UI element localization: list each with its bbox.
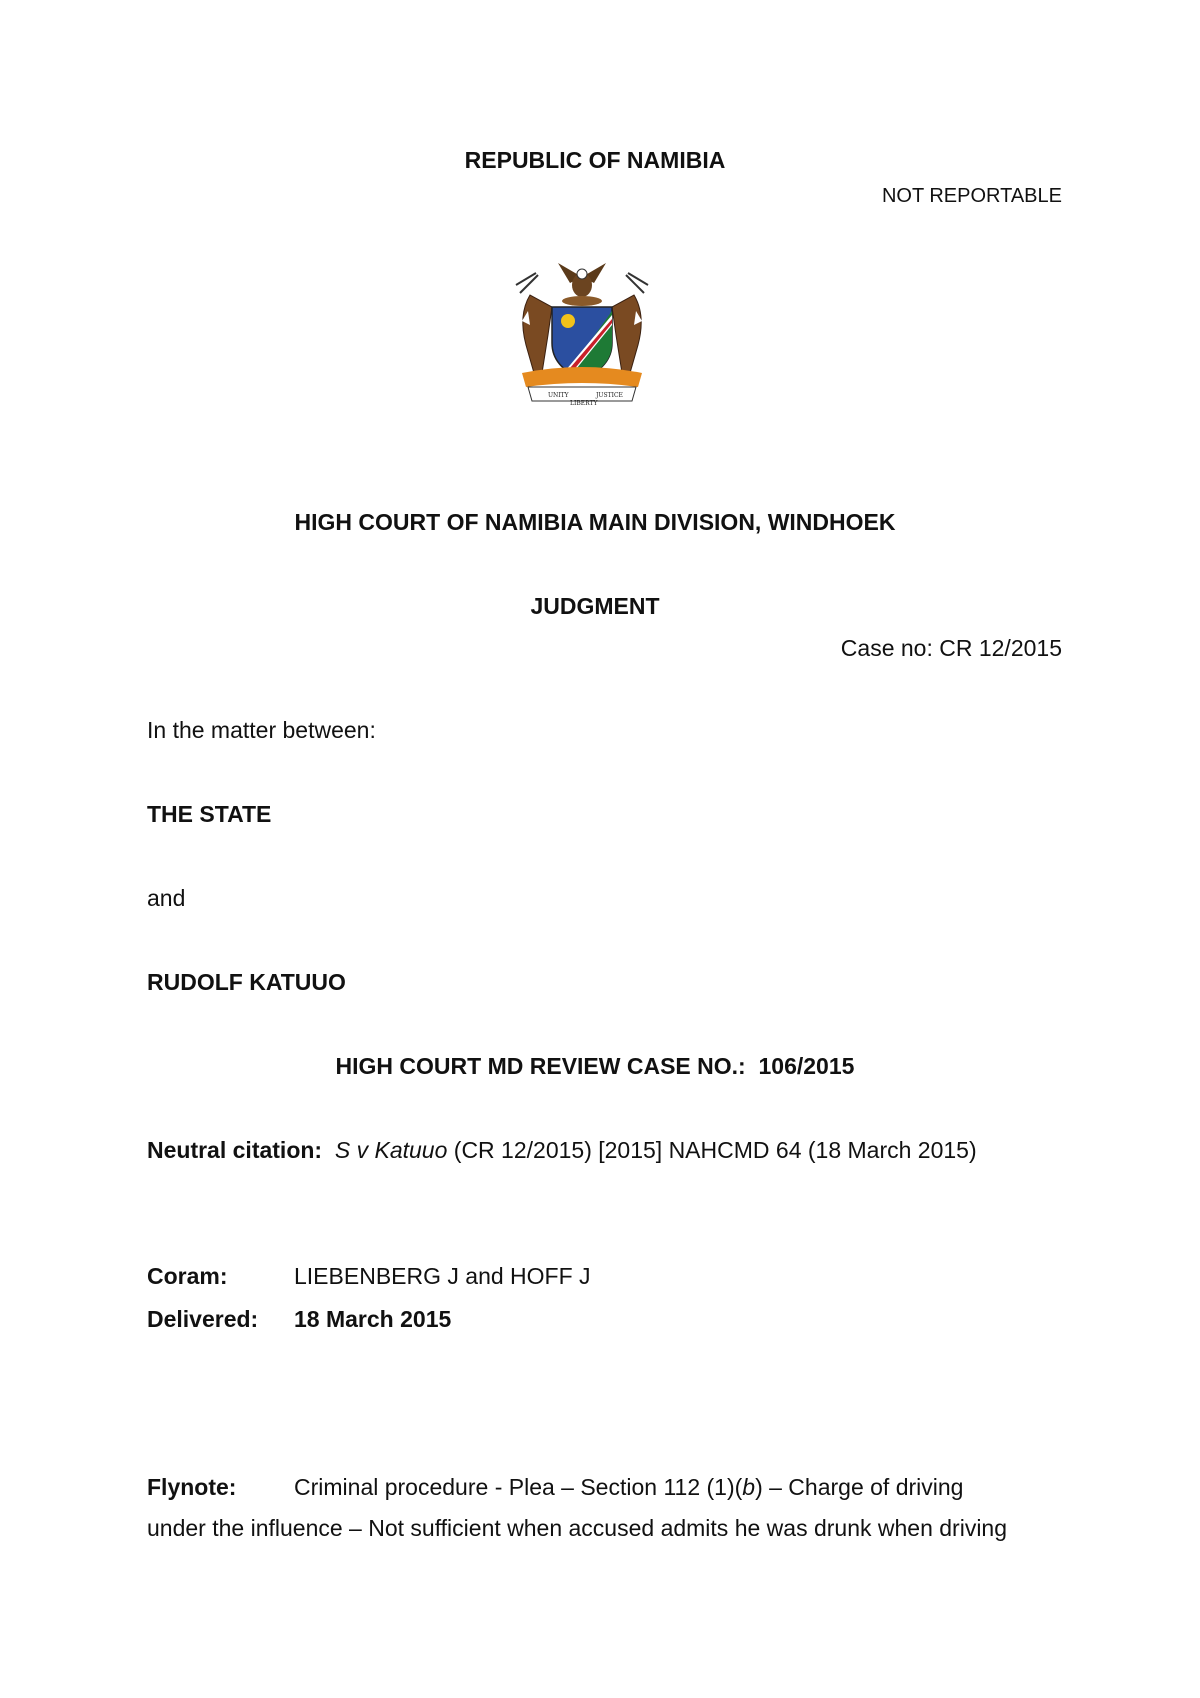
case-number: Case no: CR 12/2015: [840, 635, 1062, 661]
review-label: HIGH COURT MD REVIEW CASE NO.:: [335, 1053, 746, 1079]
citation-case-name: S v Katuuo: [334, 1137, 448, 1163]
party-conjunction: and: [147, 885, 186, 911]
flynote-text-1b: b: [742, 1474, 756, 1500]
coram-label: Coram:: [147, 1263, 228, 1289]
court-name: HIGH COURT OF NAMIBIA MAIN DIVISION, WINDHOEK: [294, 509, 896, 535]
review-case-number: [0, 1052, 1190, 1080]
delivered-label: Delivered:: [147, 1306, 259, 1332]
flynote-text-1a: Criminal procedure - Plea – Section 112 (1)(: [294, 1474, 743, 1500]
flynote-text-1c: ) – Charge of driving: [755, 1474, 964, 1500]
coram-value: LIEBENBERG J and HOFF J: [294, 1263, 591, 1289]
review-number: 106/2015: [758, 1053, 855, 1079]
coat-of-arms-image: [508, 255, 656, 411]
flynote-label: Flynote:: [147, 1474, 237, 1500]
flynote-line-1: [147, 1473, 963, 1501]
party-state: THE STATE: [147, 801, 272, 827]
coram-row: [147, 1262, 591, 1290]
party-accused: RUDOLF KATUUO: [147, 969, 346, 995]
crest-motto-center: LIBERTY: [570, 400, 598, 407]
matter-intro: In the matter between:: [147, 717, 376, 743]
document-type: JUDGMENT: [530, 593, 660, 619]
citation-reference: (CR 12/2015) [2015] NAHCMD 64 (18 March 2015): [447, 1137, 977, 1163]
delivered-value: 18 March 2015: [294, 1306, 452, 1332]
flynote-line-2: under the influence – Not sufficient when accused admits he was drunk when driving: [147, 1515, 1008, 1541]
crest-motto-left: UNITY: [548, 392, 569, 399]
country-heading: REPUBLIC OF NAMIBIA: [464, 147, 726, 173]
delivered-row: [147, 1305, 451, 1333]
reportable-status: NOT REPORTABLE: [881, 185, 1062, 207]
citation-label: Neutral citation:: [147, 1137, 323, 1163]
crest-motto-right: JUSTICE: [596, 392, 623, 399]
neutral-citation: [147, 1136, 977, 1164]
